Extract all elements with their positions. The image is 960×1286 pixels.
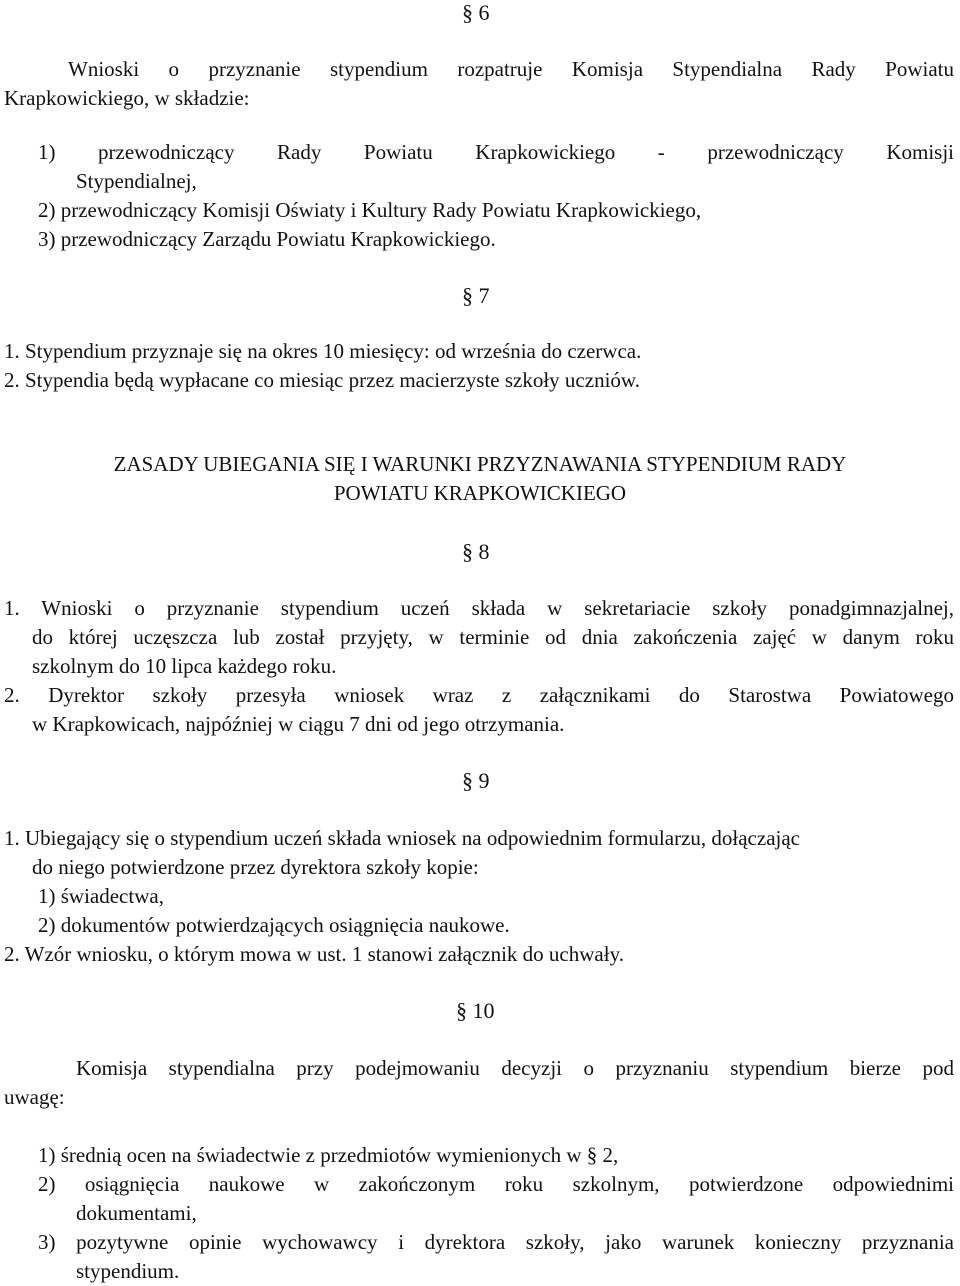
section-6-item-1-line2: Stypendialnej, [76, 169, 197, 193]
section-10-item-3-line1: 3) pozytywne opinie wychowawcy i dyrektora szkoły, jako warunek konieczny przyznania [38, 1230, 954, 1254]
section-6-heading: § 6 [462, 0, 490, 25]
section-7-item-2: 2. Stypendia będą wypłacane co miesiąc przez macierzyste szkoły uczniów. [4, 368, 640, 392]
section-9-item-1-line2: do niego potwierdzone przez dyrektora szkoły kopie: [32, 855, 479, 879]
section-9-heading: § 9 [462, 768, 490, 793]
section-10-intro-line2: uwagę: [4, 1085, 65, 1109]
section-6-item-3: 3) przewodniczący Zarządu Powiatu Krapkowickiego. [38, 227, 496, 251]
section-8-item-1-line1: 1. Wnioski o przyznanie stypendium uczeń składa w sekretariacie szkoły ponadgimnazjalnej, [4, 596, 954, 620]
section-10-item-2-line2: dokumentami, [76, 1201, 197, 1225]
section-9-item-2: 2. Wzór wniosku, o którym mowa w ust. 1 stanowi załącznik do uchwały. [4, 942, 624, 966]
section-6-item-2: 2) przewodniczący Komisji Oświaty i Kultury Rady Powiatu Krapkowickiego, [38, 198, 702, 222]
section-10-intro-line1: Komisja stypendialna przy podejmowaniu decyzji o przyznaniu stypendium bierze pod [76, 1056, 954, 1080]
rules-heading-line2: POWIATU KRAPKOWICKIEGO [333, 481, 627, 505]
section-8-item-1-line2: do której uczęszcza lub został przyjęty, w terminie od dnia zakończenia zajęć w danym roku [32, 625, 954, 649]
section-8-item-2-line1: 2. Dyrektor szkoły przesyła wniosek wraz z załącznikami do Starostwa Powiatowego [4, 683, 954, 707]
section-10-heading: § 10 [456, 998, 495, 1023]
section-9-sub-item-1: 1) świadectwa, [38, 884, 164, 908]
section-8-item-1-line3: szkolnym do 10 lipca każdego roku. [32, 654, 337, 678]
section-7-item-1: 1. Stypendium przyznaje się na okres 10 miesięcy: od września do czerwca. [4, 339, 642, 363]
section-8-item-2-line2: w Krapkowicach, najpóźniej w ciągu 7 dni od jego otrzymania. [32, 712, 565, 736]
section-6-item-1-line1: 1) przewodniczący Rady Powiatu Krapkowickiego - przewodniczący Komisji [38, 140, 954, 164]
section-9-item-1-line1: 1. Ubiegający się o stypendium uczeń składa wniosek na odpowiednim formularzu, dołączając [4, 826, 800, 850]
section-7-heading: § 7 [462, 283, 490, 308]
section-6-intro-line1: Wnioski o przyznanie stypendium rozpatruje Komisja Stypendialna Rady Powiatu [68, 57, 954, 81]
section-10-item-3-line2: stypendium. [76, 1259, 180, 1283]
section-6-intro-line2: Krapkowickiego, w składzie: [4, 86, 250, 110]
section-9-sub-item-2: 2) dokumentów potwierdzających osiągnięcia naukowe. [38, 913, 510, 937]
section-8-heading: § 8 [462, 539, 490, 564]
rules-heading-line1: ZASADY UBIEGANIA SIĘ I WARUNKI PRZYZNAWANIA STYPENDIUM RADY [113, 452, 847, 476]
section-10-item-1: 1) średnią ocen na świadectwie z przedmiotów wymienionych w § 2, [38, 1143, 619, 1167]
section-10-item-2-line1: 2) osiągnięcia naukowe w zakończonym roku szkolnym, potwierdzone odpowiednimi [38, 1172, 954, 1196]
